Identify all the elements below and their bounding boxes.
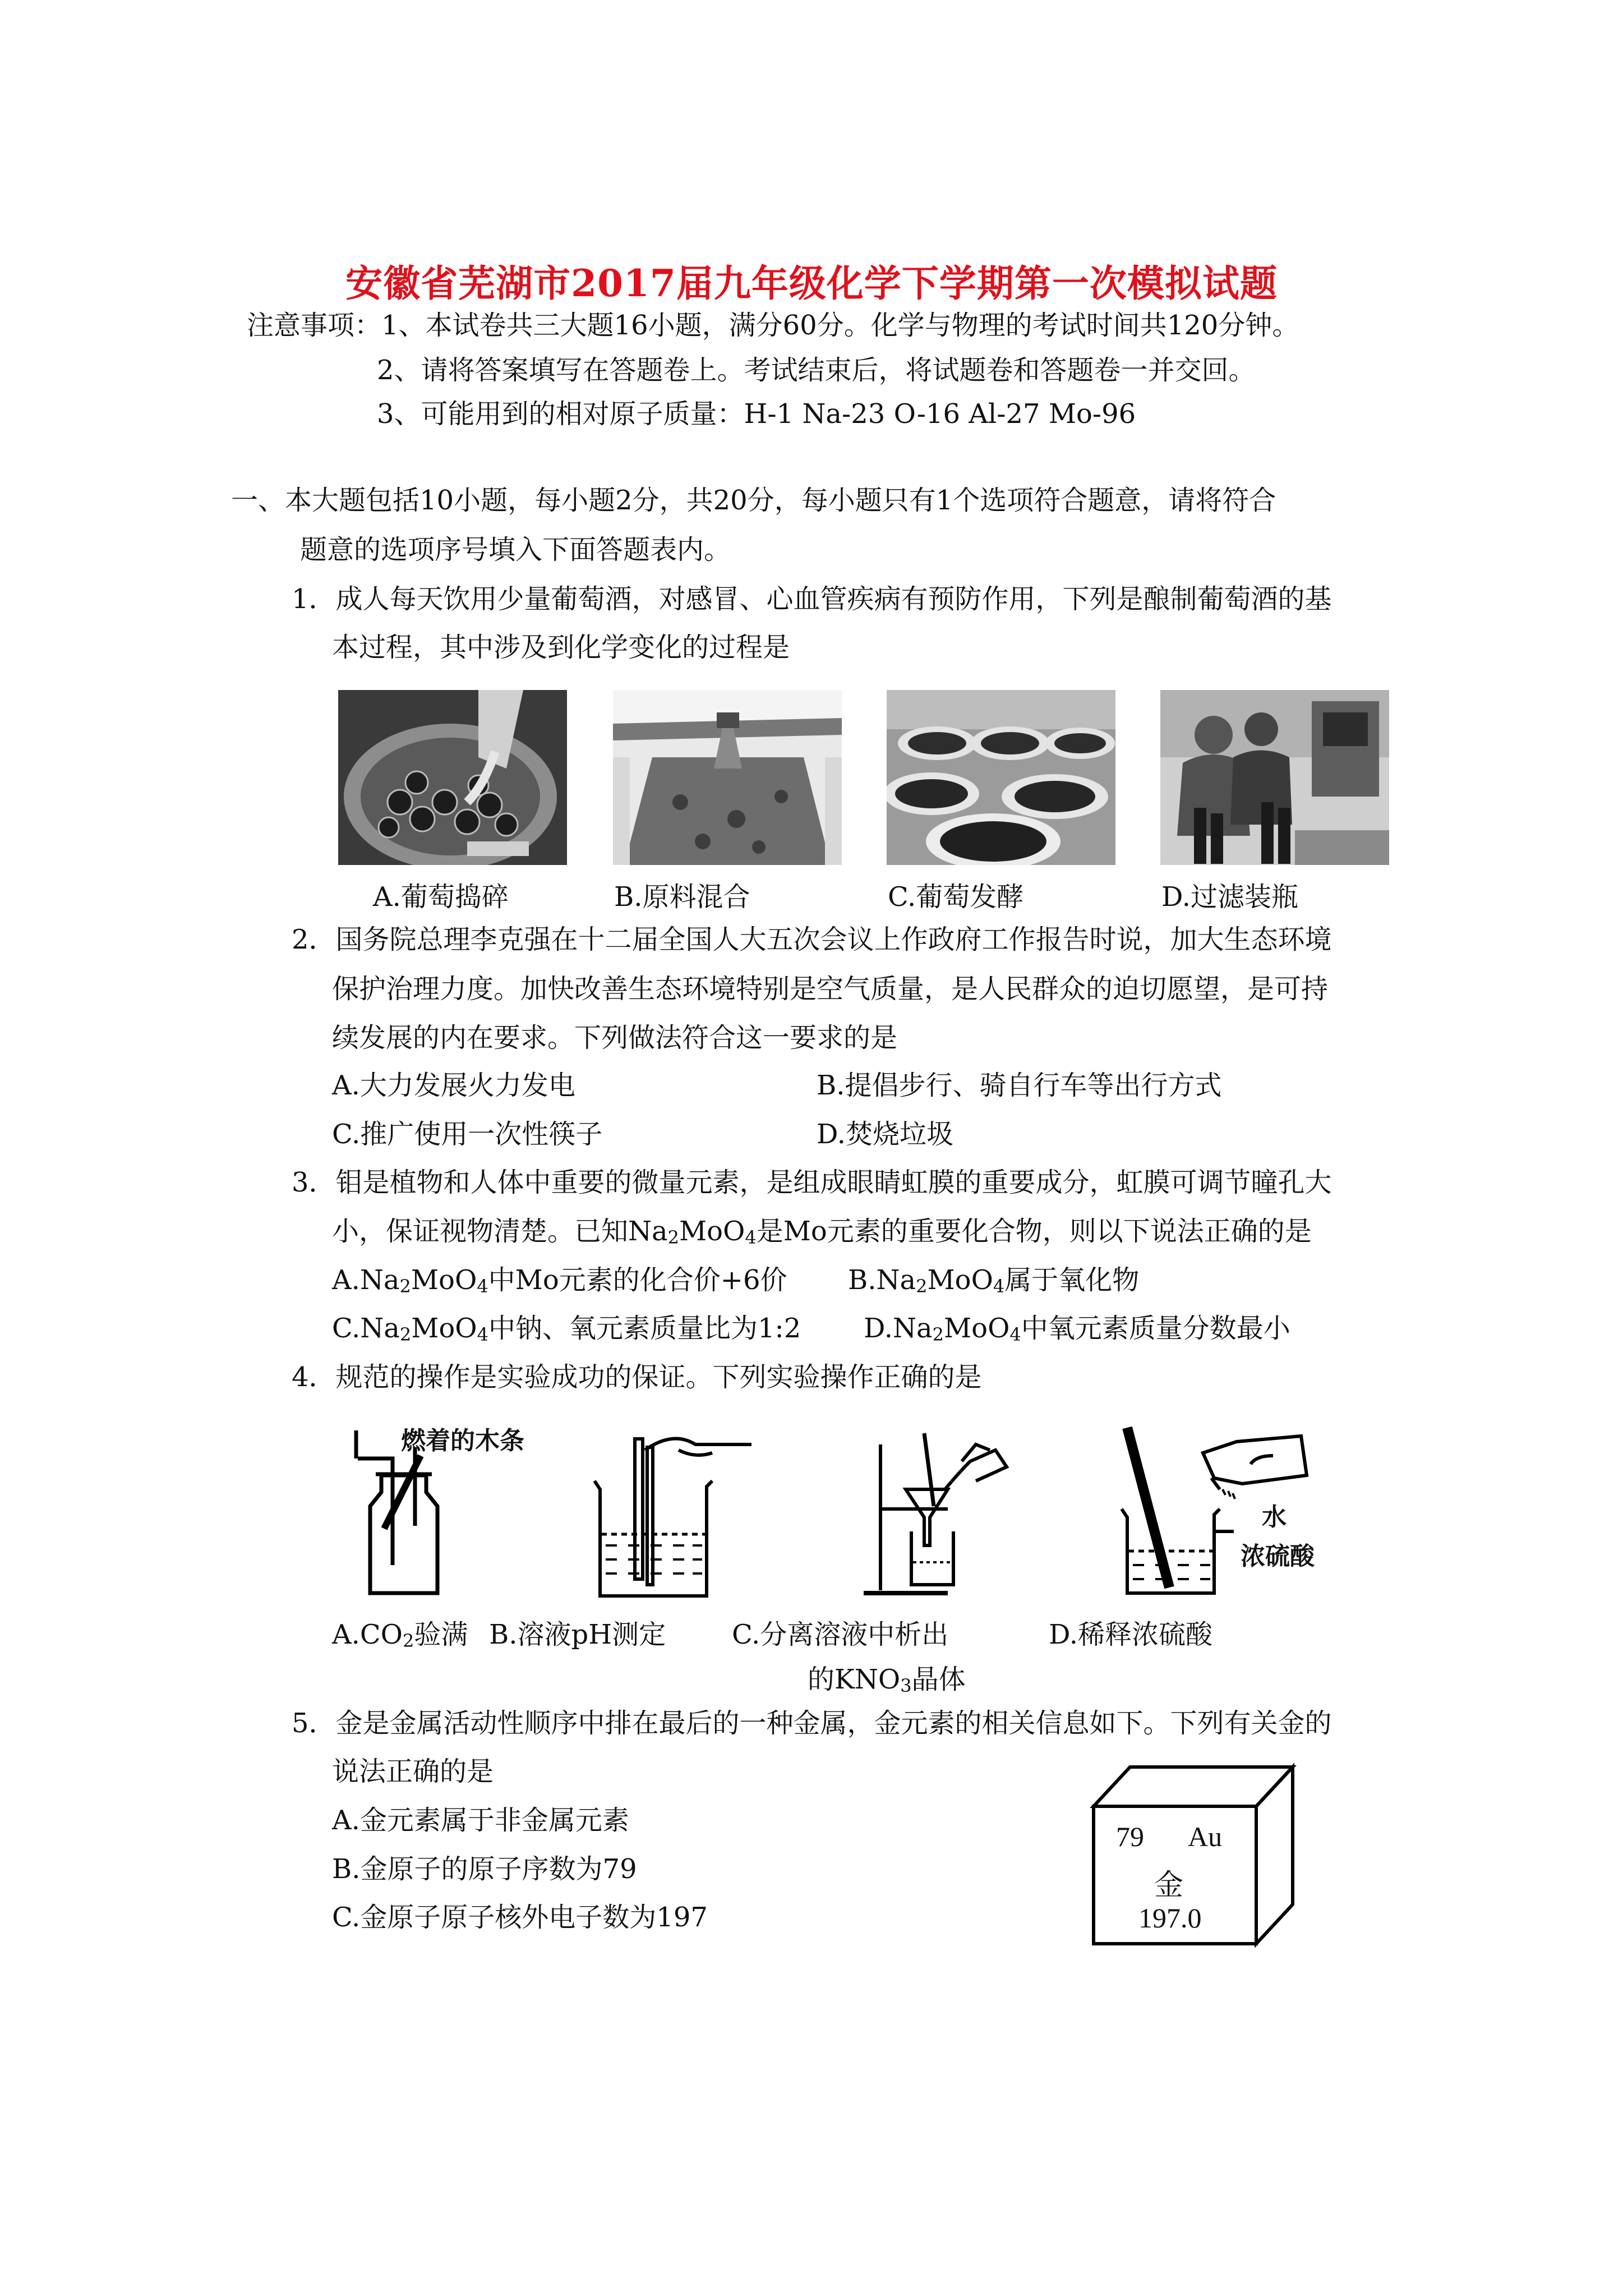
q3-d-sub4: 4 <box>1009 1324 1021 1345</box>
q3-option-d <box>864 1312 1290 1345</box>
q3-line-2 <box>332 1214 1312 1248</box>
q1-line-2: 本过程，其中涉及到化学变化的过程是 <box>332 632 790 663</box>
page-title: 安徽省芜湖市2017届九年级化学下学期第一次模拟试题 <box>345 261 1278 305</box>
q4-fig-d-water-label: 水 <box>1262 1503 1287 1531</box>
q3-c-prefix: C.Na <box>332 1313 400 1344</box>
q4-c-post: 晶体 <box>911 1664 966 1695</box>
q4-line-1: 4．规范的操作是实验成功的保证。下列实验操作正确的是 <box>292 1361 982 1393</box>
filtration-apparatus-diagram <box>864 1428 1009 1602</box>
q3-b-prefix: B.Na <box>848 1264 916 1296</box>
dilute-sulfuric-acid-diagram <box>1116 1425 1329 1604</box>
q2-option-a: A.大力发展火力发电 <box>332 1070 575 1101</box>
q4-option-c-line-1: C.分离溶液中析出 <box>732 1619 949 1650</box>
q2-line-2: 保护治理力度。加快改善生态环境特别是空气质量，是人民群众的迫切愿望，是可持 <box>332 973 1329 1005</box>
element-symbol: Au <box>1188 1821 1223 1852</box>
q3-option-a <box>332 1263 787 1297</box>
element-name: 金 <box>1154 1869 1184 1902</box>
grape-crushing-photo <box>338 690 567 865</box>
q3-b-text: 属于氧化物 <box>1004 1264 1140 1296</box>
q4-fig-a-label: 燃着的木条 <box>401 1427 524 1455</box>
q1-option-c: C.葡萄发酵 <box>888 881 1024 913</box>
q4-c-pre: 的KNO <box>808 1664 901 1695</box>
q4-a-pre: A.CO <box>332 1619 403 1650</box>
q3-d-text: 中氧元素质量分数最小 <box>1021 1313 1290 1344</box>
q1-line-1: 1．成人每天饮用少量葡萄酒，对感冒、心血管疾病有预防作用，下列是酿制葡萄酒的基 <box>292 583 1332 615</box>
q4-fig-d-acid-label: 浓硫酸 <box>1241 1542 1315 1571</box>
q4-a-sub: 2 <box>403 1630 414 1651</box>
q5-option-c: C.金原子原子核外电子数为197 <box>332 1902 708 1933</box>
q5-option-b: B.金原子的原子序数为79 <box>332 1853 637 1885</box>
q3-a-sub2: 2 <box>399 1276 411 1297</box>
notes-line-3: 3、可能用到的相对原子质量：H-1 Na-23 O-16 Al-27 Mo-96 <box>377 398 1136 430</box>
q4-c-sub: 3 <box>900 1675 912 1696</box>
q1-option-d: D.过滤装瓶 <box>1161 881 1299 913</box>
q2-line-1: 2．国务院总理李克强在十二届全国人大五次会议上作政府工作报告时说，加大生态环境 <box>292 924 1332 955</box>
q3-line2-part1: 小，保证视物清楚。已知Na <box>332 1216 668 1247</box>
q2-option-d: D.焚烧垃圾 <box>817 1119 954 1150</box>
q3-d-sub2: 2 <box>932 1324 944 1345</box>
q3-c-sub2: 2 <box>399 1324 412 1345</box>
q4-option-c-line-2 <box>808 1658 966 1696</box>
filtering-bottling-photo <box>1160 690 1389 865</box>
co2-collection-bottle-diagram <box>348 1425 505 1604</box>
q3-a-sub4: 4 <box>477 1276 488 1297</box>
notes-line-1: 注意事项：1、本试卷共三大题16小题，满分60分。化学与物理的考试时间共120分钟。 <box>247 310 1299 341</box>
ph-test-beaker-diagram <box>583 1428 763 1602</box>
q5-line-2: 说法正确的是 <box>332 1756 494 1787</box>
q3-b-mo: MoO <box>927 1264 993 1296</box>
q3-a-prefix: A.Na <box>332 1264 400 1296</box>
q4-option-a <box>332 1613 468 1651</box>
q3-line-1: 3．钼是植物和人体中重要的微量元素，是组成眼睛虹膜的重要成分，虹膜可调节瞳孔大 <box>292 1167 1332 1198</box>
raw-material-mixing-photo <box>613 690 842 865</box>
q1-option-b: B.原料混合 <box>614 881 750 913</box>
q2-option-c: C.推广使用一次性筷子 <box>332 1119 603 1150</box>
q3-b-sub4: 4 <box>993 1276 1005 1297</box>
q4-a-post: 验满 <box>414 1619 468 1650</box>
q3-a-text: 中Mo元素的化合价+6价 <box>488 1264 787 1296</box>
q4-option-d: D.稀释浓硫酸 <box>1049 1619 1213 1650</box>
q2-option-b: B.提倡步行、骑自行车等出行方式 <box>817 1070 1222 1101</box>
q3-sub-4: 4 <box>745 1227 757 1248</box>
q5-line-1: 5．金是金属活动性顺序中排在最后的一种金属，金元素的相关信息如下。下列有关金的 <box>292 1708 1332 1739</box>
element-atomic-number: 79 <box>1116 1821 1144 1852</box>
section1-line-1: 一、本大题包括10小题，每小题2分，共20分，每小题只有1个选项符合题意，请将符合 <box>231 485 1276 516</box>
q4-option-b: B.溶液pH测定 <box>489 1619 666 1650</box>
q3-line2-part2: MoO <box>679 1216 745 1247</box>
q3-option-c <box>332 1312 801 1345</box>
fermentation-jars-photo <box>887 690 1115 865</box>
q3-d-mo: MoO <box>944 1313 1010 1344</box>
q3-a-mo: MoO <box>411 1264 477 1296</box>
q3-b-sub2: 2 <box>916 1276 928 1297</box>
q3-line2-part3: 是Mo元素的重要化合物，则以下说法正确的是 <box>756 1216 1312 1247</box>
q3-sub-2: 2 <box>667 1227 679 1248</box>
q3-option-b <box>848 1263 1139 1297</box>
q3-c-sub4: 4 <box>477 1324 489 1345</box>
q3-c-mo: MoO <box>411 1313 477 1344</box>
q3-c-text: 中钠、氧元素质量比为1:2 <box>488 1313 801 1344</box>
q3-d-prefix: D.Na <box>864 1313 933 1344</box>
element-atomic-mass: 197.0 <box>1138 1902 1202 1934</box>
q5-option-a: A.金元素属于非金属元素 <box>332 1805 629 1836</box>
notes-line-2: 2、请将答案填写在答题卷上。考试结束后，将试题卷和答题卷一并交回。 <box>377 355 1256 386</box>
q2-line-3: 续发展的内在要求。下列做法符合这一要求的是 <box>332 1022 898 1053</box>
q1-option-a: A.葡萄捣碎 <box>373 881 509 913</box>
section1-line-2: 题意的选项序号填入下面答题表内。 <box>300 534 731 565</box>
